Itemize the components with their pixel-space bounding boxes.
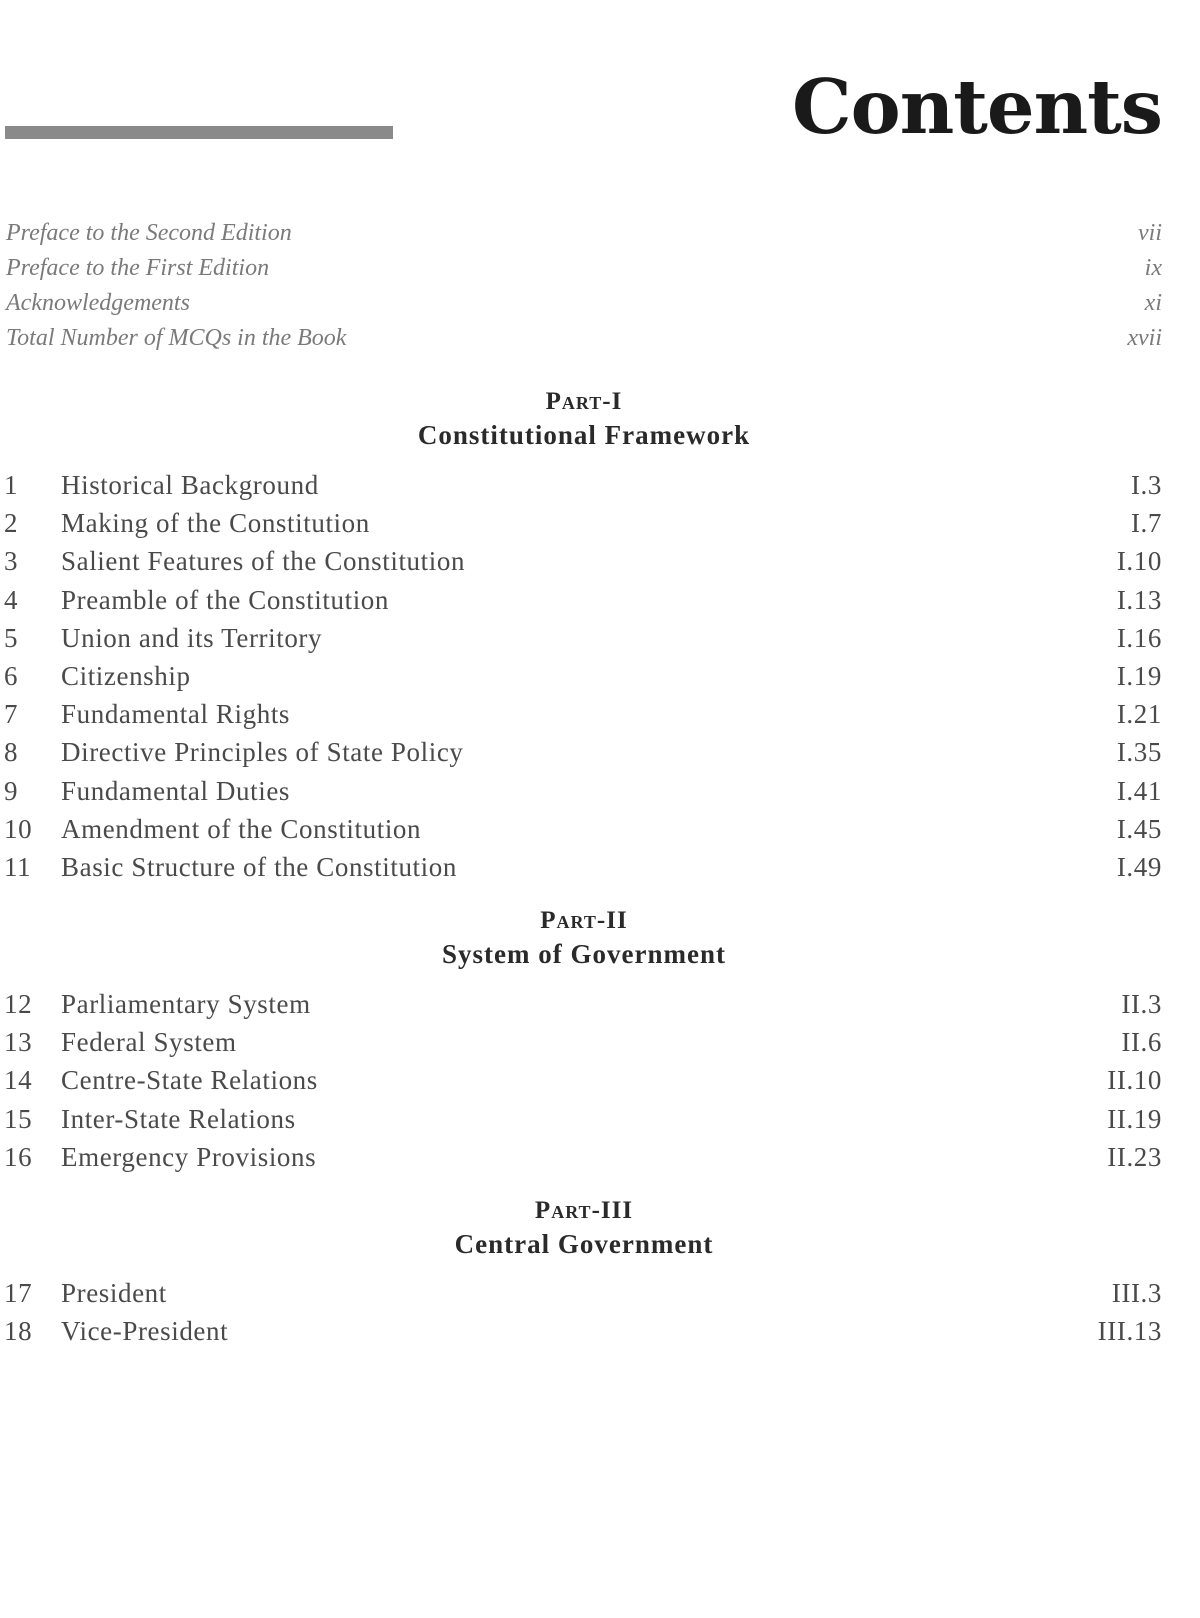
chapter-title: Fundamental Duties <box>61 775 291 806</box>
chapter-title: Directive Principles of State Policy <box>61 737 464 768</box>
front-matter-item[interactable] <box>6 251 1162 286</box>
chapter-number: 17 <box>4 1278 33 1308</box>
chapter-list <box>4 466 1162 886</box>
chapter-row[interactable] <box>4 1274 1162 1312</box>
chapter-row[interactable] <box>4 542 1162 580</box>
part-title: System of Government <box>442 939 726 969</box>
chapter-title: Basic Structure of the Constitution <box>61 851 457 882</box>
chapter-page: I.16 <box>1116 622 1162 653</box>
chapter-page: II.6 <box>1121 1027 1162 1058</box>
front-matter-page: xvii <box>1127 325 1162 351</box>
chapter-page: II.19 <box>1107 1103 1162 1134</box>
chapter-title: Parliamentary System <box>61 989 311 1019</box>
chapter-page: I.13 <box>1116 584 1162 615</box>
chapter-title: Citizenship <box>61 660 191 691</box>
chapter-row[interactable] <box>4 733 1162 771</box>
chapter-title: Inter-State Relations <box>61 1103 296 1134</box>
chapter-row[interactable] <box>4 466 1162 504</box>
chapter-page: III.13 <box>1097 1316 1162 1347</box>
chapter-title: Salient Features of the Constitution <box>61 546 466 577</box>
page-title: Contents <box>791 63 1162 151</box>
chapter-title: Vice-President <box>61 1316 229 1347</box>
chapter-page: I.45 <box>1116 813 1162 844</box>
chapter-title: President <box>61 1278 167 1308</box>
chapter-page: II.3 <box>1121 989 1162 1019</box>
chapter-number: 10 <box>4 813 33 844</box>
front-matter-item[interactable] <box>6 321 1162 356</box>
chapter-row[interactable] <box>4 772 1162 810</box>
part-title: Constitutional Framework <box>417 420 751 450</box>
chapter-title: Emergency Provisions <box>61 1141 317 1172</box>
chapter-number: 3 <box>4 546 19 577</box>
chapter-number: 15 <box>4 1103 33 1134</box>
chapter-number: 9 <box>4 775 19 806</box>
chapter-list <box>4 1274 1162 1350</box>
chapter-page: I.10 <box>1116 546 1162 577</box>
chapter-row[interactable] <box>4 1100 1162 1138</box>
chapter-page: I.3 <box>1130 470 1162 500</box>
chapter-page: I.49 <box>1116 851 1162 882</box>
chapter-number: 1 <box>4 470 19 500</box>
part-heading <box>0 905 1168 971</box>
chapter-number: 5 <box>4 622 19 653</box>
chapter-number: 6 <box>4 660 19 691</box>
chapter-list <box>4 985 1162 1176</box>
chapter-row[interactable] <box>4 695 1162 733</box>
chapter-page: II.10 <box>1107 1065 1162 1096</box>
chapter-page: III.3 <box>1111 1278 1162 1308</box>
chapter-number: 16 <box>4 1141 33 1172</box>
front-matter-title: Acknowledgements <box>6 290 190 316</box>
chapter-number: 4 <box>4 584 19 615</box>
front-matter-page: ix <box>1144 255 1162 281</box>
chapter-row[interactable] <box>4 1023 1162 1061</box>
chapter-number: 13 <box>4 1027 33 1058</box>
chapter-number: 14 <box>4 1065 33 1096</box>
chapter-number: 7 <box>4 699 19 730</box>
part-label: Part-III <box>534 1197 634 1224</box>
front-matter-page: xi <box>1144 290 1162 316</box>
chapter-number: 18 <box>4 1316 33 1347</box>
front-matter-title: Total Number of MCQs in the Book <box>6 325 347 351</box>
part-label: Part-II <box>540 907 628 934</box>
chapter-row[interactable] <box>4 1312 1162 1350</box>
chapter-number: 8 <box>4 737 19 768</box>
front-matter-list <box>6 216 1162 356</box>
chapter-page: I.35 <box>1116 737 1162 768</box>
part-heading <box>0 1195 1168 1261</box>
chapter-title: Union and its Territory <box>61 622 323 653</box>
chapter-row[interactable] <box>4 657 1162 695</box>
chapter-row[interactable] <box>4 1138 1162 1176</box>
chapter-title: Making of the Constitution <box>61 508 370 539</box>
chapter-row[interactable] <box>4 1061 1162 1099</box>
chapter-number: 12 <box>4 989 33 1019</box>
chapter-row[interactable] <box>4 619 1162 657</box>
chapter-row[interactable] <box>4 581 1162 619</box>
front-matter-item[interactable] <box>6 286 1162 321</box>
front-matter-page: vii <box>1138 220 1162 246</box>
chapter-title: Historical Background <box>61 470 319 500</box>
chapter-row[interactable] <box>4 848 1162 886</box>
chapter-title: Federal System <box>61 1027 237 1058</box>
chapter-number: 2 <box>4 508 19 539</box>
chapter-number: 11 <box>4 851 32 882</box>
front-matter-title: Preface to the Second Edition <box>6 220 292 246</box>
chapter-page: I.19 <box>1116 660 1162 691</box>
chapter-row[interactable] <box>4 504 1162 542</box>
chapter-row[interactable] <box>4 985 1162 1023</box>
front-matter-title: Preface to the First Edition <box>6 255 270 281</box>
chapter-page: I.21 <box>1116 699 1162 730</box>
chapter-title: Centre-State Relations <box>61 1065 318 1096</box>
part-label: Part-I <box>545 388 623 415</box>
chapter-page: I.7 <box>1130 508 1162 539</box>
part-heading <box>0 386 1168 452</box>
chapter-title: Amendment of the Constitution <box>61 813 422 844</box>
chapter-page: II.23 <box>1107 1141 1162 1172</box>
chapter-page: I.41 <box>1116 775 1162 806</box>
front-matter-item[interactable] <box>6 216 1162 251</box>
chapter-row[interactable] <box>4 810 1162 848</box>
chapter-title: Fundamental Rights <box>61 699 291 730</box>
chapter-title: Preamble of the Constitution <box>61 584 390 615</box>
header-rule <box>5 126 393 139</box>
part-title: Central Government <box>454 1229 714 1259</box>
